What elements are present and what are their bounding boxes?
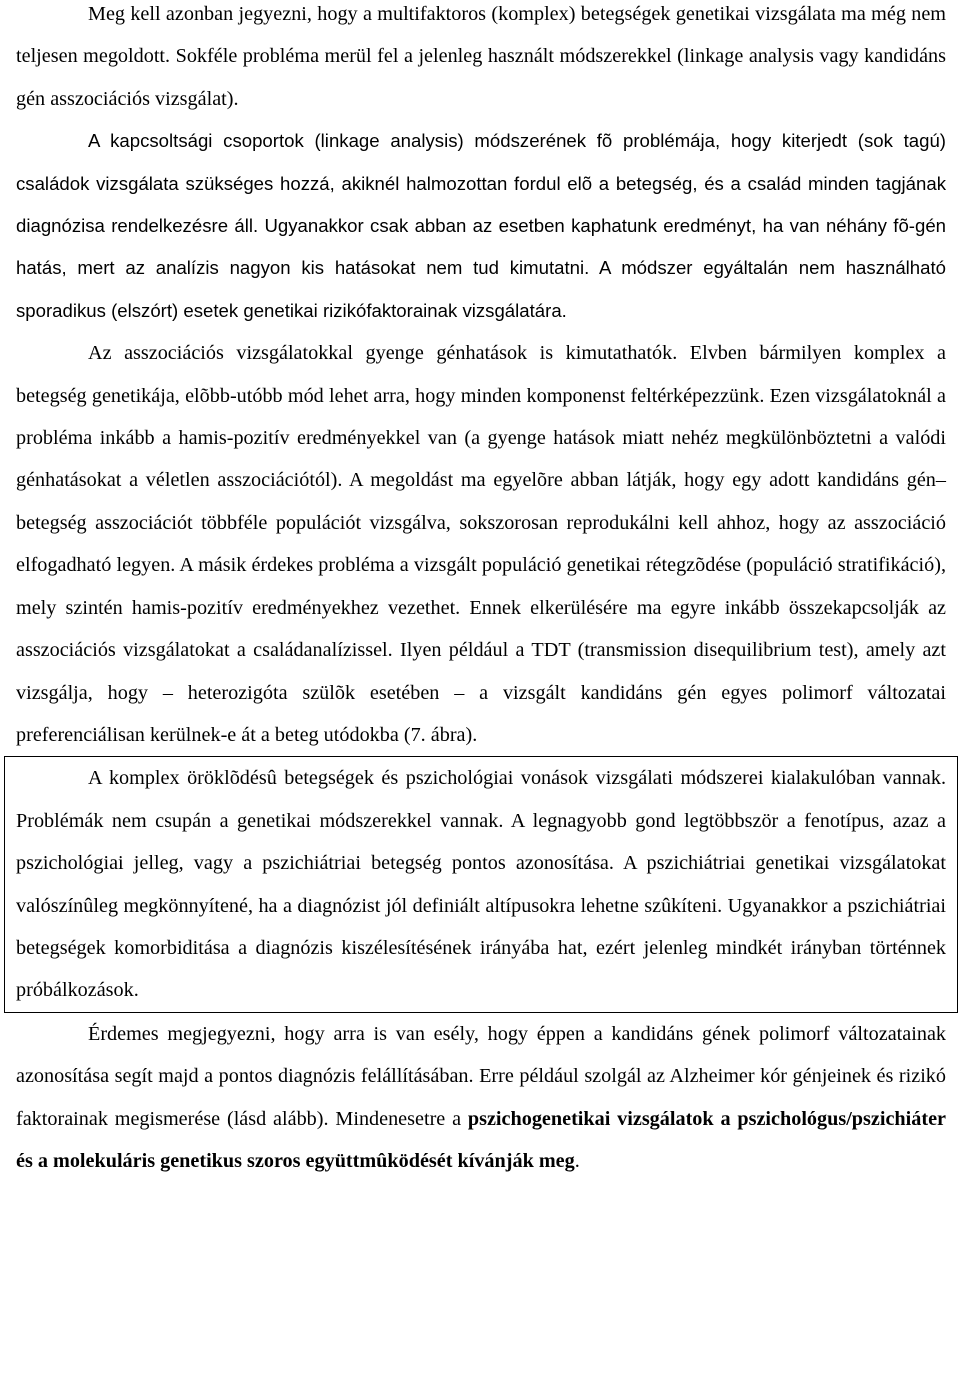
document-page xyxy=(16,0,946,1182)
conclusion-tail: . xyxy=(574,1149,580,1172)
paragraph-linkage-analysis: A kapcsoltsági csoportok (linkage analysis) módszerének fõ problémája, hogy kiterjedt (sok tagú) családok vizsgálata szükséges hozzá, akiknél halmozottan fordul elõ a betegség, és a család minden tagjának diagnózisa rendelkezésre áll. Ugyanakkor csak abban az esetben kaphatunk eredményt, ha van néhány fõ-gén hatás, mert az analízis nagyon kis hatásokat nem tud kimutatni. A módszer egyáltalán nem használható sporadikus (elszórt) esetek genetikai rizikófaktorainak vizsgálatára. xyxy=(16,130,946,321)
paragraph-complex-inheritance: A komplex öröklõdésû betegségek és pszichológiai vonások vizsgálati módszerei kialakulóban vannak. Problémák nem csupán a genetikai módszerekkel vannak. A legnagyobb gond legtöbbször a fenotípus, azaz a pszichológiai jelleg, vagy a pszichiátriai betegség pontos azonosítása. A pszichiátriai genetikai vizsgálatokat valószínûleg megkönnyítené, ha a diagnózist jól definiált altípusokra lehetne szûkíteni. Ugyanakkor a pszichiátriai betegségek komorbiditása a diagnózis kiszélesítésének irányába hat, ezért jelenleg mindkét irányban történnek próbálkozások. xyxy=(16,767,946,1002)
boxed-section xyxy=(4,756,958,1012)
paragraph-conclusion xyxy=(16,1013,946,1183)
paragraph-intro: Meg kell azonban jegyezni, hogy a multifaktoros (komplex) betegségek genetikai vizsgálata ma még nem teljesen megoldott. Sokféle probléma merül fel a jelenleg használt módszerekkel (linkage analysis vagy kandidáns gén asszociációs vizsgálat). xyxy=(16,3,946,110)
paragraph-association-studies: Az asszociációs vizsgálatokkal gyenge génhatások is kimutathatók. Elvben bármilyen komplex a betegség genetikája, elõbb-utóbb mód lehet arra, hogy minden komponenst feltérképezzünk. Ezen vizsgálatoknál a probléma inkább a hamis-pozitív eredményekkel van (a gyenge hatások miatt nehéz megkülönböztetni a valódi génhatásokat a véletlen asszociációtól). A megoldást ma egyelõre abban látják, hogy egy adott kandidáns gén–betegség asszociációt többféle populációt vizsgálva, sokszorosan reprodukálni kell ahhoz, hogy az asszociáció elfogadható legyen. A másik érdekes probléma a vizsgált populáció genetikai rétegzõdése (populáció stratifikáció), mely szintén hamis-pozitív eredményekhez vezethet. Ennek elkerülésére ma egyre inkább összekapcsolják az asszociációs vizsgálatokat a családanalízissel. Ilyen például a TDT (transmission disequilibrium test), amely azt vizsgálja, hogy – heterozigóta szülõk esetében – a vizsgált kandidáns gén egyes polimorf változatai preferenciálisan kerülnek-e át a beteg utódokba (7. ábra). xyxy=(16,342,946,746)
conclusion-bold-text: pszichogenetikai vizsgálatok a pszichológus/pszichiáter és a molekuláris genetikus szoros együttmûködését kívánják meg xyxy=(16,1107,946,1172)
conclusion-text: Érdemes megjegyezni, hogy arra is van esély, hogy éppen a kandidáns gének polimorf változatainak azonosítása segít majd a pontos diagnózis felállításában. Erre például szolgál az Alzheimer kór génjeinek és rizikó faktorainak megismerése (lásd alább). Mindenesetre a xyxy=(16,1022,946,1130)
